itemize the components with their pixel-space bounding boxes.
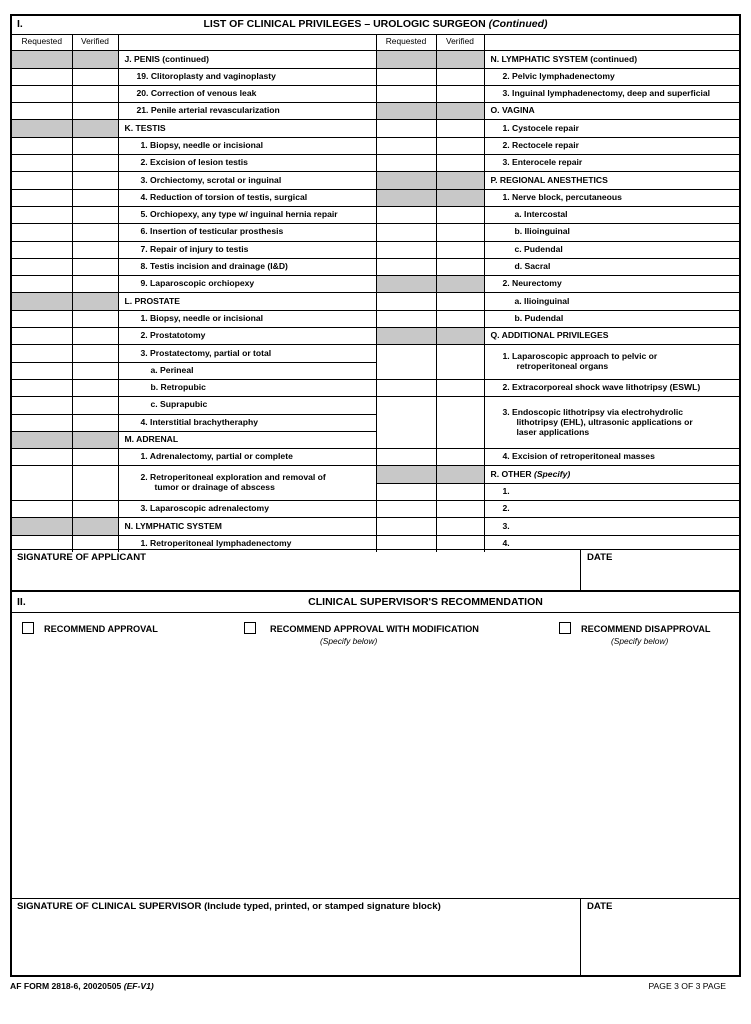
verified-cell[interactable] — [72, 258, 118, 275]
requested-cell[interactable] — [376, 68, 436, 85]
requested-cell[interactable] — [376, 293, 436, 310]
verified-cell[interactable] — [436, 137, 484, 154]
applicant-date-field[interactable] — [580, 550, 613, 591]
privilege-item: 8. Testis incision and drainage (I&D) — [118, 258, 376, 275]
requested-cell[interactable] — [376, 345, 436, 380]
requested-cell[interactable] — [12, 501, 72, 518]
supervisor-date-field[interactable] — [580, 899, 613, 976]
verified-cell[interactable] — [72, 362, 118, 379]
requested-cell[interactable] — [12, 397, 72, 414]
requested-cell[interactable] — [376, 483, 436, 500]
privilege-item: 4. Reduction of torsion of testis, surgical — [118, 189, 376, 206]
privilege-item: a. Ilioinguinal — [484, 293, 739, 310]
privileges-table — [12, 34, 739, 552]
privilege-item: 2. Pelvic lymphadenectomy — [484, 68, 739, 85]
verified-cell[interactable] — [436, 241, 484, 258]
section-number: II. — [17, 596, 26, 608]
requested-cell[interactable] — [376, 310, 436, 327]
privilege-item: 1. Laparoscopic approach to pelvic or retroperitoneal organs — [484, 345, 739, 380]
privilege-item: 3. Inguinal lymphadenectomy, deep and superficial — [484, 85, 739, 102]
verified-cell[interactable] — [72, 189, 118, 206]
privilege-item: 1. — [484, 483, 739, 500]
verified-cell[interactable] — [436, 120, 484, 137]
privilege-item: c. Suprapubic — [118, 397, 376, 414]
verified-cell[interactable] — [436, 258, 484, 275]
privilege-item: 1. Cystocele repair — [484, 120, 739, 137]
applicant-signature-block[interactable] — [12, 549, 739, 591]
privilege-item: 1. Biopsy, needle or incisional — [118, 310, 376, 327]
verified-cell[interactable] — [436, 224, 484, 241]
verified-cell[interactable] — [436, 206, 484, 223]
privilege-item: 2. Neurectomy — [484, 276, 739, 293]
privilege-item: a. Intercostal — [484, 206, 739, 223]
verified-cell[interactable] — [72, 414, 118, 431]
privilege-item: b. Retropubic — [118, 379, 376, 396]
privilege-item: 3. Endoscopic lithotripsy via electrohydrolic lithotripsy (EHL), ultrasonic applications or laser applications — [484, 397, 739, 449]
privilege-item: 2. Rectocele repair — [484, 137, 739, 154]
requested-cell[interactable] — [12, 224, 72, 241]
section-title: LIST OF CLINICAL PRIVILEGES – UROLOGIC SURGEON (Continued) — [203, 18, 548, 30]
verified-cell[interactable] — [436, 518, 484, 535]
verified-cell[interactable] — [436, 310, 484, 327]
requested-cell[interactable] — [12, 328, 72, 345]
requested-cell[interactable] — [12, 449, 72, 466]
requested-cell[interactable] — [376, 449, 436, 466]
verified-cell[interactable] — [436, 449, 484, 466]
privilege-item: 19. Clitoroplasty and vaginoplasty — [118, 68, 376, 85]
verified-cell[interactable] — [436, 68, 484, 85]
privilege-item: 1. Biopsy, needle or incisional — [118, 137, 376, 154]
privilege-item: b. Ilioinguinal — [484, 224, 739, 241]
verified-cell[interactable] — [72, 310, 118, 327]
verified-cell[interactable] — [436, 501, 484, 518]
verified-cell[interactable] — [72, 103, 118, 120]
option-label: RECOMMEND APPROVAL WITH MODIFICATION — [270, 624, 479, 634]
verified-cell[interactable] — [72, 206, 118, 223]
privilege-item: 2. Prostatotomy — [118, 328, 376, 345]
requested-cell[interactable] — [376, 518, 436, 535]
requested-cell[interactable] — [376, 224, 436, 241]
privilege-item: 6. Insertion of testicular prosthesis — [118, 224, 376, 241]
privilege-item: 3. Enterocele repair — [484, 155, 739, 172]
privilege-heading: L. PROSTATE — [118, 293, 376, 310]
option-label: RECOMMEND DISAPPROVAL — [581, 624, 711, 634]
verified-cell[interactable] — [72, 276, 118, 293]
privileges-form — [10, 14, 741, 977]
verified-cell[interactable] — [436, 155, 484, 172]
applicant-signature-label: SIGNATURE OF APPLICANT — [17, 552, 146, 563]
requested-cell[interactable] — [12, 241, 72, 258]
requested-cell[interactable] — [12, 379, 72, 396]
privilege-item: 3. Laparoscopic adrenalectomy — [118, 501, 376, 518]
verified-cell[interactable] — [72, 155, 118, 172]
verified-cell[interactable] — [72, 449, 118, 466]
privilege-item: d. Sacral — [484, 258, 739, 275]
verified-cell[interactable] — [72, 328, 118, 345]
date-label: DATE — [587, 901, 613, 912]
privilege-heading: P. REGIONAL ANESTHETICS — [484, 172, 739, 189]
requested-cell[interactable] — [376, 137, 436, 154]
recommend-disapproval-checkbox[interactable] — [559, 622, 571, 634]
privilege-item: c. Pudendal — [484, 241, 739, 258]
verified-cell[interactable] — [72, 241, 118, 258]
requested-cell[interactable] — [12, 276, 72, 293]
privilege-heading: N. LYMPHATIC SYSTEM (continued) — [484, 51, 739, 68]
requested-cell[interactable] — [376, 241, 436, 258]
privilege-item: 2. Retroperitoneal exploration and removal of tumor or drainage of abscess — [118, 466, 376, 501]
requested-cell[interactable] — [12, 310, 72, 327]
privilege-heading: J. PENIS (continued) — [118, 51, 376, 68]
requested-cell[interactable] — [12, 466, 72, 501]
privilege-item: 2. Extracorporeal shock wave lithotripsy (ESWL) — [484, 379, 739, 396]
supervisor-signature-label: SIGNATURE OF CLINICAL SUPERVISOR (Include typed, printed, or stamped signature block) — [17, 901, 441, 912]
privilege-item: 5. Orchiopexy, any type w/ inguinal hernia repair — [118, 206, 376, 223]
privilege-item: 1. Adrenalectomy, partial or complete — [118, 449, 376, 466]
privilege-item: 4. Excision of retroperitoneal masses — [484, 449, 739, 466]
verified-cell[interactable] — [436, 483, 484, 500]
requested-cell[interactable] — [376, 155, 436, 172]
option-sublabel: (Specify below) — [320, 636, 378, 646]
privilege-item: b. Pudendal — [484, 310, 739, 327]
privilege-item: 21. Penile arterial revascularization — [118, 103, 376, 120]
requested-cell[interactable] — [376, 397, 436, 449]
verified-cell[interactable] — [72, 345, 118, 362]
privilege-item: 4. — [484, 535, 739, 552]
requested-cell[interactable] — [12, 137, 72, 154]
privilege-heading: K. TESTIS — [118, 120, 376, 137]
requested-column-header: Requested — [376, 34, 436, 51]
page-number: PAGE 3 OF 3 PAGE — [648, 981, 726, 991]
date-label: DATE — [587, 552, 613, 563]
recommend-modification-checkbox[interactable] — [244, 622, 256, 634]
requested-cell[interactable] — [12, 103, 72, 120]
requested-column-header: Requested — [12, 34, 72, 51]
privilege-item: 20. Correction of venous leak — [118, 85, 376, 102]
option-sublabel: (Specify below) — [611, 636, 669, 646]
verified-cell[interactable] — [72, 379, 118, 396]
privilege-item: 1. Nerve block, percutaneous — [484, 189, 739, 206]
section-2-header — [12, 590, 739, 613]
privilege-item: 2. Excision of lesion testis — [118, 155, 376, 172]
verified-column-header: Verified — [436, 34, 484, 51]
requested-cell[interactable] — [376, 120, 436, 137]
section-header — [12, 16, 739, 35]
verified-cell[interactable] — [436, 345, 484, 380]
verified-cell[interactable] — [72, 466, 118, 501]
verified-cell[interactable] — [436, 397, 484, 449]
privilege-heading: M. ADRENAL — [118, 431, 376, 448]
requested-cell[interactable] — [12, 345, 72, 362]
privilege-heading: N. LYMPHATIC SYSTEM — [118, 518, 376, 535]
privilege-item: 7. Repair of injury to testis — [118, 241, 376, 258]
requested-cell[interactable] — [376, 379, 436, 396]
verified-cell[interactable] — [72, 68, 118, 85]
verified-cell[interactable] — [72, 397, 118, 414]
requested-cell[interactable] — [376, 501, 436, 518]
requested-cell[interactable] — [376, 85, 436, 102]
section-number: I. — [17, 18, 23, 30]
verified-cell[interactable] — [72, 224, 118, 241]
supervisor-signature-block[interactable] — [12, 898, 739, 976]
requested-cell[interactable] — [12, 189, 72, 206]
section-title: CLINICAL SUPERVISOR'S RECOMMENDATION — [308, 596, 543, 608]
recommend-approval-checkbox[interactable] — [22, 622, 34, 634]
verified-cell[interactable] — [436, 379, 484, 396]
requested-cell[interactable] — [12, 206, 72, 223]
requested-cell[interactable] — [12, 172, 72, 189]
requested-cell[interactable] — [12, 258, 72, 275]
requested-cell[interactable] — [12, 155, 72, 172]
privilege-item: 1. Retroperitoneal lymphadenectomy — [118, 535, 376, 552]
form-number: AF FORM 2818-6, 20020505 (EF-V1) — [10, 981, 154, 991]
privilege-item: 3. Orchiectomy, scrotal or inguinal — [118, 172, 376, 189]
privilege-item: a. Perineal — [118, 362, 376, 379]
requested-cell[interactable] — [376, 258, 436, 275]
privilege-item: 3. Prostatectomy, partial or total — [118, 345, 376, 362]
verified-cell[interactable] — [436, 293, 484, 310]
verified-cell[interactable] — [72, 501, 118, 518]
option-label: RECOMMEND APPROVAL — [44, 624, 158, 634]
privilege-item: 4. Interstitial brachytheraphy — [118, 414, 376, 431]
recommendation-remarks-area[interactable] — [12, 656, 739, 898]
requested-cell[interactable] — [12, 85, 72, 102]
requested-cell[interactable] — [12, 68, 72, 85]
privilege-item: 2. — [484, 501, 739, 518]
verified-cell[interactable] — [436, 85, 484, 102]
privilege-item: 9. Laparoscopic orchiopexy — [118, 276, 376, 293]
verified-cell[interactable] — [72, 85, 118, 102]
verified-cell[interactable] — [72, 137, 118, 154]
requested-cell[interactable] — [12, 414, 72, 431]
privilege-heading: O. VAGINA — [484, 103, 739, 120]
verified-cell[interactable] — [72, 172, 118, 189]
verified-column-header: Verified — [72, 34, 118, 51]
requested-cell[interactable] — [12, 362, 72, 379]
privilege-item: 3. — [484, 518, 739, 535]
requested-cell[interactable] — [376, 206, 436, 223]
privilege-heading: R. OTHER (Specify) — [484, 466, 739, 483]
privilege-heading: Q. ADDITIONAL PRIVILEGES — [484, 328, 739, 345]
